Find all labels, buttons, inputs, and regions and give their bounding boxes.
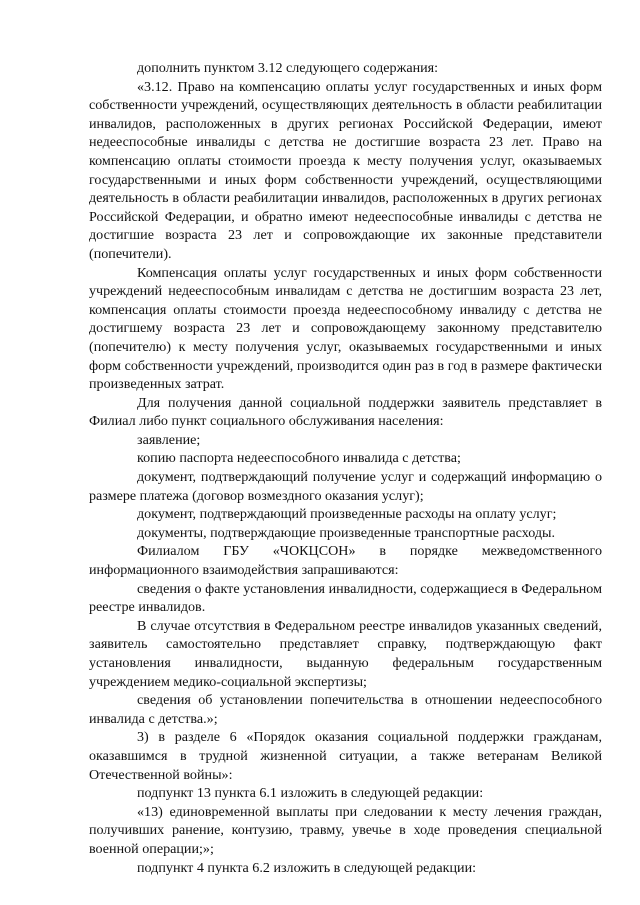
paragraph: В случае отсутствия в Федеральном реестре инвалидов указанных сведений, заявитель самостоятельно представляет справку, подтверждающую факт установления инвалидности, выданную федеральным государственным учреждением медико-социальной экспертизы;: [89, 617, 602, 690]
paragraph: «13) единовременной выплаты при следовании к месту лечения граждан, получивших ранение, контузию, травму, увечье в ходе проведения специальной военной операции;»;: [89, 803, 602, 857]
paragraph: подпункт 4 пункта 6.2 изложить в следующей редакции:: [137, 859, 477, 876]
list-item: заявление;: [137, 431, 201, 448]
paragraph: Для получения данной социальной поддержки заявитель представляет в Филиал либо пункт социального обслуживания населения:: [89, 394, 602, 430]
list-item: документ, подтверждающий получение услуг и содержащий информацию о размере платежа (договор возмездного оказания услуг);: [89, 469, 602, 504]
paragraph: дополнить пунктом 3.12 следующего содержания:: [137, 60, 439, 76]
list-item: документ, подтверждающий произведенные расходы на оплату услуг;: [137, 506, 557, 523]
list-item: копию паспорта недееспособного инвалида с детства;: [137, 450, 461, 467]
paragraph: 3) в разделе 6 «Порядок оказания социальной поддержки гражданам, оказавшимся в трудной жизненной ситуации, а также ветеранам Великой Отечественной войны»:: [89, 729, 602, 783]
list-item: сведения о факте установления инвалидности, содержащиеся в Федеральном реестре инвалидов.: [89, 580, 602, 616]
paragraph: «3.12. Право на компенсацию оплаты услуг государственных и иных форм собственности учреждений, осуществляющих деятельность в области реабилитации инвалидов, расположенных в других регионах Российской Федерации, имеют недееспособные инвалиды с детства не достигшие возраста 23 лет. Право на компенсацию оплаты стоимости проезда к месту получения услуг, оказываемых государственными и иных форм собственности учреждений, осуществляющими деятельность в области реабилитации инвалидов, расположенных в других регионах Российской Федерации, и обратно имеют недееспособные инвалиды с детства не достигшие возраста 23 лет и сопровождающие их законные представители (попечители).: [89, 78, 602, 262]
list-item: сведения об установлении попечительства в отношении недееспособного инвалида с детства.»;: [89, 692, 602, 727]
paragraph: Филиалом ГБУ «ЧОКЦСОН» в порядке межведомственного информационного взаимодействия запрашиваются:: [89, 543, 602, 579]
paragraph: Компенсация оплаты услуг государственных и иных форм собственности учреждений недееспособным инвалидам с детства не достигшим возраста 23 лет, компенсация оплаты стоимости проезда недееспособному инвалиду с детства не достигшему возраста 23 лет и сопровождающему законному представителю (попечителю) к месту получения услуг, оказываемых государственными и иных форм собственности учреждений, производится один раз в год в размере фактически произведенных затрат.: [89, 264, 602, 393]
document-body: [89, 59, 602, 877]
list-item: документы, подтверждающие произведенные транспортные расходы.: [137, 524, 556, 541]
paragraph: подпункт 13 пункта 6.1 изложить в следующей редакции:: [137, 785, 484, 802]
